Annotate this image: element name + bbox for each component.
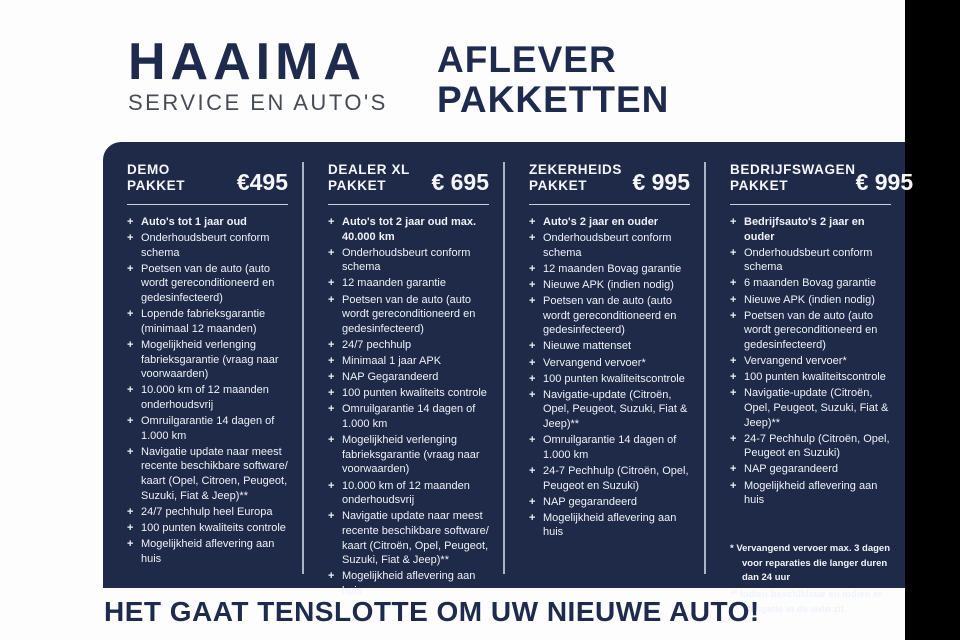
package-heading bbox=[127, 162, 288, 195]
brand-logo bbox=[128, 33, 388, 116]
package-item-text: Poetsen van de auto (auto wordt gereconditioneerd en gedesinfecteerd) bbox=[141, 262, 275, 305]
plus-bullet-icon: + bbox=[127, 338, 134, 351]
plus-bullet-icon: + bbox=[529, 434, 536, 447]
plus-bullet-icon: + bbox=[328, 570, 335, 583]
plus-bullet-icon: + bbox=[127, 538, 134, 551]
package-item bbox=[529, 356, 690, 371]
package-name bbox=[328, 162, 410, 195]
package-item bbox=[328, 370, 489, 385]
package-item-text: Mogelijkheid verlenging fabrieksgarantie (vraag naar voorwaarden) bbox=[342, 434, 480, 476]
plus-bullet-icon: + bbox=[328, 246, 335, 259]
package-item bbox=[529, 433, 690, 462]
package-item-text: Nieuwe APK (indien nodig) bbox=[543, 278, 674, 291]
package-item-text: 6 maanden Bovag garantie bbox=[744, 277, 877, 290]
package-price: € 695 bbox=[431, 168, 489, 195]
package-item-text: Navigatie-update (Citroën, Opel, Peugeot, Suzuki, Fiat & Jeep)** bbox=[543, 388, 688, 431]
plus-bullet-icon: + bbox=[328, 338, 335, 351]
package-item bbox=[730, 432, 891, 461]
package-item bbox=[127, 445, 288, 504]
package-item-text: 100 punten kwaliteits controle bbox=[342, 387, 487, 400]
plus-bullet-icon: + bbox=[730, 309, 737, 322]
package-item bbox=[730, 215, 891, 244]
package-item bbox=[328, 509, 489, 568]
package-item-text: 100 punten kwaliteits controle bbox=[141, 521, 286, 534]
footnote: * Vervangend vervoer max. 3 dagen voor reparaties die langer duren dan 24 uur bbox=[730, 542, 890, 584]
plus-bullet-icon: + bbox=[529, 356, 536, 369]
package-item bbox=[730, 386, 891, 430]
package-item bbox=[328, 293, 489, 337]
package-heading bbox=[730, 162, 914, 195]
package-item-list bbox=[127, 215, 288, 566]
package-item bbox=[730, 309, 891, 353]
package-item bbox=[328, 433, 489, 477]
package-item-text: Mogelijkheid aflevering aan huis bbox=[744, 479, 878, 507]
package-item-text: Auto's tot 1 jaar oud bbox=[141, 215, 247, 228]
plus-bullet-icon: + bbox=[529, 295, 536, 308]
package-item bbox=[127, 338, 288, 382]
package-item bbox=[127, 383, 288, 412]
package-price: € 995 bbox=[632, 168, 690, 195]
package-item-text: Nieuwe APK (indien nodig) bbox=[744, 293, 875, 306]
package-heading bbox=[328, 162, 489, 195]
package-item-text: Navigatie update naar meest recente beschikbare software/ kaart (Opel, Citroen, Peugeot, Suzuki, Fiat & Jeep)** bbox=[141, 445, 288, 502]
package-item bbox=[328, 246, 489, 275]
package-item-text: 100 punten kwaliteitscontrole bbox=[744, 371, 886, 384]
package-item-text: 10.000 km of 12 maanden onderhoudsvrij bbox=[342, 479, 470, 507]
package-item bbox=[328, 479, 489, 508]
right-black-strip bbox=[905, 0, 960, 640]
package-item bbox=[529, 511, 690, 540]
package-item bbox=[328, 569, 489, 598]
footnote: ** Indien beschikbaar en indien er navigatie in de auto zit. bbox=[730, 588, 883, 615]
package-column-zekerheids-pakket bbox=[503, 162, 704, 574]
plus-bullet-icon: + bbox=[127, 262, 134, 275]
package-item bbox=[127, 414, 288, 443]
package-item-text: Bedrijfsauto's 2 jaar en ouder bbox=[744, 215, 865, 243]
package-item-text: Onderhoudsbeurt conform schema bbox=[342, 246, 471, 274]
package-heading bbox=[529, 162, 690, 195]
package-item-text: 24-7 Pechhulp (Citroën, Opel, Peugeot en Suzuki) bbox=[543, 464, 689, 492]
brand-name: HAAIMA bbox=[128, 33, 366, 91]
package-item bbox=[127, 215, 288, 230]
plus-bullet-icon: + bbox=[328, 510, 335, 523]
package-item-text: Nieuwe mattenset bbox=[543, 340, 632, 353]
package-item bbox=[328, 386, 489, 401]
plus-bullet-icon: + bbox=[127, 215, 134, 228]
plus-bullet-icon: + bbox=[529, 340, 536, 353]
package-item-text: 100 punten kwaliteitscontrole bbox=[543, 372, 685, 385]
plus-bullet-icon: + bbox=[127, 445, 134, 458]
package-name-line: PAKKET bbox=[529, 178, 588, 194]
package-name bbox=[127, 162, 185, 195]
plus-bullet-icon: + bbox=[127, 521, 134, 534]
package-item bbox=[730, 293, 891, 308]
plus-bullet-icon: + bbox=[730, 277, 737, 290]
brand-subtitle: SERVICE EN AUTO'S bbox=[128, 90, 388, 115]
plus-bullet-icon: + bbox=[529, 278, 536, 291]
heading-divider bbox=[730, 204, 891, 205]
plus-bullet-icon: + bbox=[730, 215, 737, 228]
package-item-text: Mogelijkheid aflevering aan huis bbox=[141, 538, 275, 565]
plus-bullet-icon: + bbox=[730, 432, 737, 445]
package-name-line: PAKKET bbox=[328, 178, 387, 194]
package-item-text: Onderhoudsbeurt conform schema bbox=[141, 232, 270, 259]
package-item bbox=[730, 479, 891, 508]
package-item bbox=[127, 505, 288, 520]
package-item-text: Auto's tot 2 jaar oud max. 40.000 km bbox=[342, 215, 477, 243]
package-price: € 995 bbox=[855, 168, 914, 195]
package-name-line: BEDRIJFSWAGEN bbox=[730, 162, 856, 177]
package-item bbox=[127, 231, 288, 260]
package-column-bedrijfswagen-pakket bbox=[704, 162, 914, 615]
package-item bbox=[328, 354, 489, 369]
heading-divider bbox=[529, 204, 690, 205]
plus-bullet-icon: + bbox=[730, 463, 737, 476]
plus-bullet-icon: + bbox=[529, 215, 536, 228]
plus-bullet-icon: + bbox=[127, 415, 134, 428]
package-item-text: Onderhoudsbeurt conform schema bbox=[543, 232, 672, 259]
plus-bullet-icon: + bbox=[328, 434, 335, 447]
plus-bullet-icon: + bbox=[328, 215, 335, 228]
plus-bullet-icon: + bbox=[730, 371, 737, 384]
plus-bullet-icon: + bbox=[328, 403, 335, 416]
package-price: €495 bbox=[236, 168, 288, 195]
plus-bullet-icon: + bbox=[127, 232, 134, 245]
package-item-text: Omruilgarantie 14 dagen of 1.000 km bbox=[141, 415, 275, 442]
plus-bullet-icon: + bbox=[730, 246, 737, 259]
package-item-text: NAP gegarandeerd bbox=[543, 495, 637, 508]
package-item-text: Omruilgarantie 14 dagen of 1.000 km bbox=[543, 434, 677, 461]
footer-tagline: HET GAAT TENSLOTTE OM UW NIEUWE AUTO! bbox=[104, 596, 760, 627]
package-item bbox=[127, 262, 288, 306]
plus-bullet-icon: + bbox=[127, 505, 134, 518]
package-item bbox=[529, 464, 690, 493]
package-item bbox=[328, 276, 489, 291]
package-item bbox=[529, 388, 690, 432]
package-item bbox=[328, 402, 489, 431]
plus-bullet-icon: + bbox=[529, 511, 536, 524]
package-item bbox=[127, 307, 288, 336]
package-item-text: Navigatie-update (Citroën, Opel, Peugeot, Suzuki, Fiat & Jeep)** bbox=[744, 387, 889, 429]
plus-bullet-icon: + bbox=[529, 388, 536, 401]
plus-bullet-icon: + bbox=[529, 262, 536, 275]
package-item bbox=[529, 495, 690, 510]
package-name-line: DEALER XL bbox=[328, 162, 410, 177]
page-title bbox=[437, 40, 669, 120]
package-name-line: ZEKERHEIDS bbox=[529, 162, 623, 177]
package-item-list bbox=[529, 215, 690, 540]
package-item bbox=[730, 354, 891, 369]
plus-bullet-icon: + bbox=[328, 355, 335, 368]
package-item-text: Vervangend vervoer* bbox=[744, 355, 847, 368]
plus-bullet-icon: + bbox=[529, 372, 536, 385]
package-item-text: Vervangend vervoer* bbox=[543, 356, 646, 369]
plus-bullet-icon: + bbox=[328, 277, 335, 290]
package-item bbox=[328, 215, 489, 244]
package-column-demo-pakket bbox=[103, 162, 302, 574]
package-name bbox=[730, 162, 856, 195]
package-item-text: Omruilgarantie 14 dagen of 1.000 km bbox=[342, 403, 476, 431]
package-item-text: 12 maanden garantie bbox=[342, 277, 446, 290]
package-item bbox=[730, 246, 891, 275]
package-item bbox=[730, 276, 891, 291]
package-item-text: Onderhoudsbeurt conform schema bbox=[744, 246, 873, 274]
package-item-text: 24/7 pechhulp bbox=[342, 338, 412, 351]
heading-divider bbox=[127, 204, 288, 205]
package-item-text: Mogelijkheid verlenging fabrieksgarantie (vraag naar voorwaarden) bbox=[141, 338, 279, 381]
package-item-text: 12 maanden Bovag garantie bbox=[543, 262, 682, 275]
package-item-text: 10.000 km of 12 maanden onderhoudsvrij bbox=[141, 384, 269, 411]
plus-bullet-icon: + bbox=[730, 387, 737, 400]
plus-bullet-icon: + bbox=[529, 495, 536, 508]
package-item bbox=[529, 294, 690, 338]
plus-bullet-icon: + bbox=[328, 387, 335, 400]
package-item-text: Poetsen van de auto (auto wordt gereconditioneerd en gedesinfecteerd) bbox=[744, 309, 878, 351]
package-item-text: Lopende fabrieksgarantie (minimaal 12 maanden) bbox=[141, 308, 266, 335]
package-item bbox=[529, 278, 690, 293]
page-title-line2: PAKKETTEN bbox=[437, 78, 670, 120]
plus-bullet-icon: + bbox=[328, 293, 335, 306]
heading-divider bbox=[328, 204, 489, 205]
package-name-line: PAKKET bbox=[127, 178, 186, 194]
package-item-text: Navigatie update naar meest recente beschikbare software/ kaart (Citroën, Opel, Peugeot, Suzuki, Fiat & Jeep)** bbox=[342, 510, 489, 567]
plus-bullet-icon: + bbox=[730, 355, 737, 368]
package-item bbox=[529, 231, 690, 260]
package-item bbox=[529, 215, 690, 230]
package-name bbox=[529, 162, 622, 195]
page-title-line1: AFLEVER bbox=[437, 39, 617, 80]
plus-bullet-icon: + bbox=[730, 479, 737, 492]
package-item-text: Minimaal 1 jaar APK bbox=[342, 355, 442, 368]
plus-bullet-icon: + bbox=[529, 232, 536, 245]
package-item bbox=[529, 262, 690, 277]
package-item bbox=[730, 370, 891, 385]
package-item bbox=[328, 338, 489, 353]
package-item-text: Poetsen van de auto (auto wordt gereconditioneerd en gedesinfecteerd) bbox=[342, 293, 476, 335]
package-name-line: PAKKET bbox=[730, 178, 789, 194]
package-column-dealer-xl-pakket bbox=[302, 162, 503, 597]
package-item-text: NAP gegarandeerd bbox=[744, 463, 838, 476]
package-item-text: Poetsen van de auto (auto wordt gereconditioneerd en gedesinfecteerd) bbox=[543, 295, 677, 337]
plus-bullet-icon: + bbox=[127, 308, 134, 321]
package-item-text: 24/7 pechhulp heel Europa bbox=[141, 505, 273, 518]
package-item bbox=[730, 462, 891, 477]
plus-bullet-icon: + bbox=[730, 293, 737, 306]
package-item-text: Mogelijkheid aflevering aan huis bbox=[543, 511, 677, 539]
plus-bullet-icon: + bbox=[328, 371, 335, 384]
package-item bbox=[529, 372, 690, 387]
package-item-list bbox=[328, 215, 489, 599]
package-item bbox=[127, 537, 288, 566]
package-item-text: 24-7 Pechhulp (Citroën, Opel, Peugeot en Suzuki) bbox=[744, 432, 890, 460]
package-name-line: DEMO bbox=[127, 162, 170, 177]
plus-bullet-icon: + bbox=[127, 384, 134, 397]
package-item bbox=[529, 339, 690, 354]
package-item-list bbox=[730, 215, 891, 508]
package-item bbox=[127, 521, 288, 536]
package-item-text: Auto's 2 jaar en ouder bbox=[543, 215, 659, 228]
plus-bullet-icon: + bbox=[529, 464, 536, 477]
package-item-text: Mogelijkheid aflevering aan huis bbox=[342, 570, 476, 597]
plus-bullet-icon: + bbox=[328, 479, 335, 492]
package-item-text: NAP Gegarandeerd bbox=[342, 371, 439, 384]
